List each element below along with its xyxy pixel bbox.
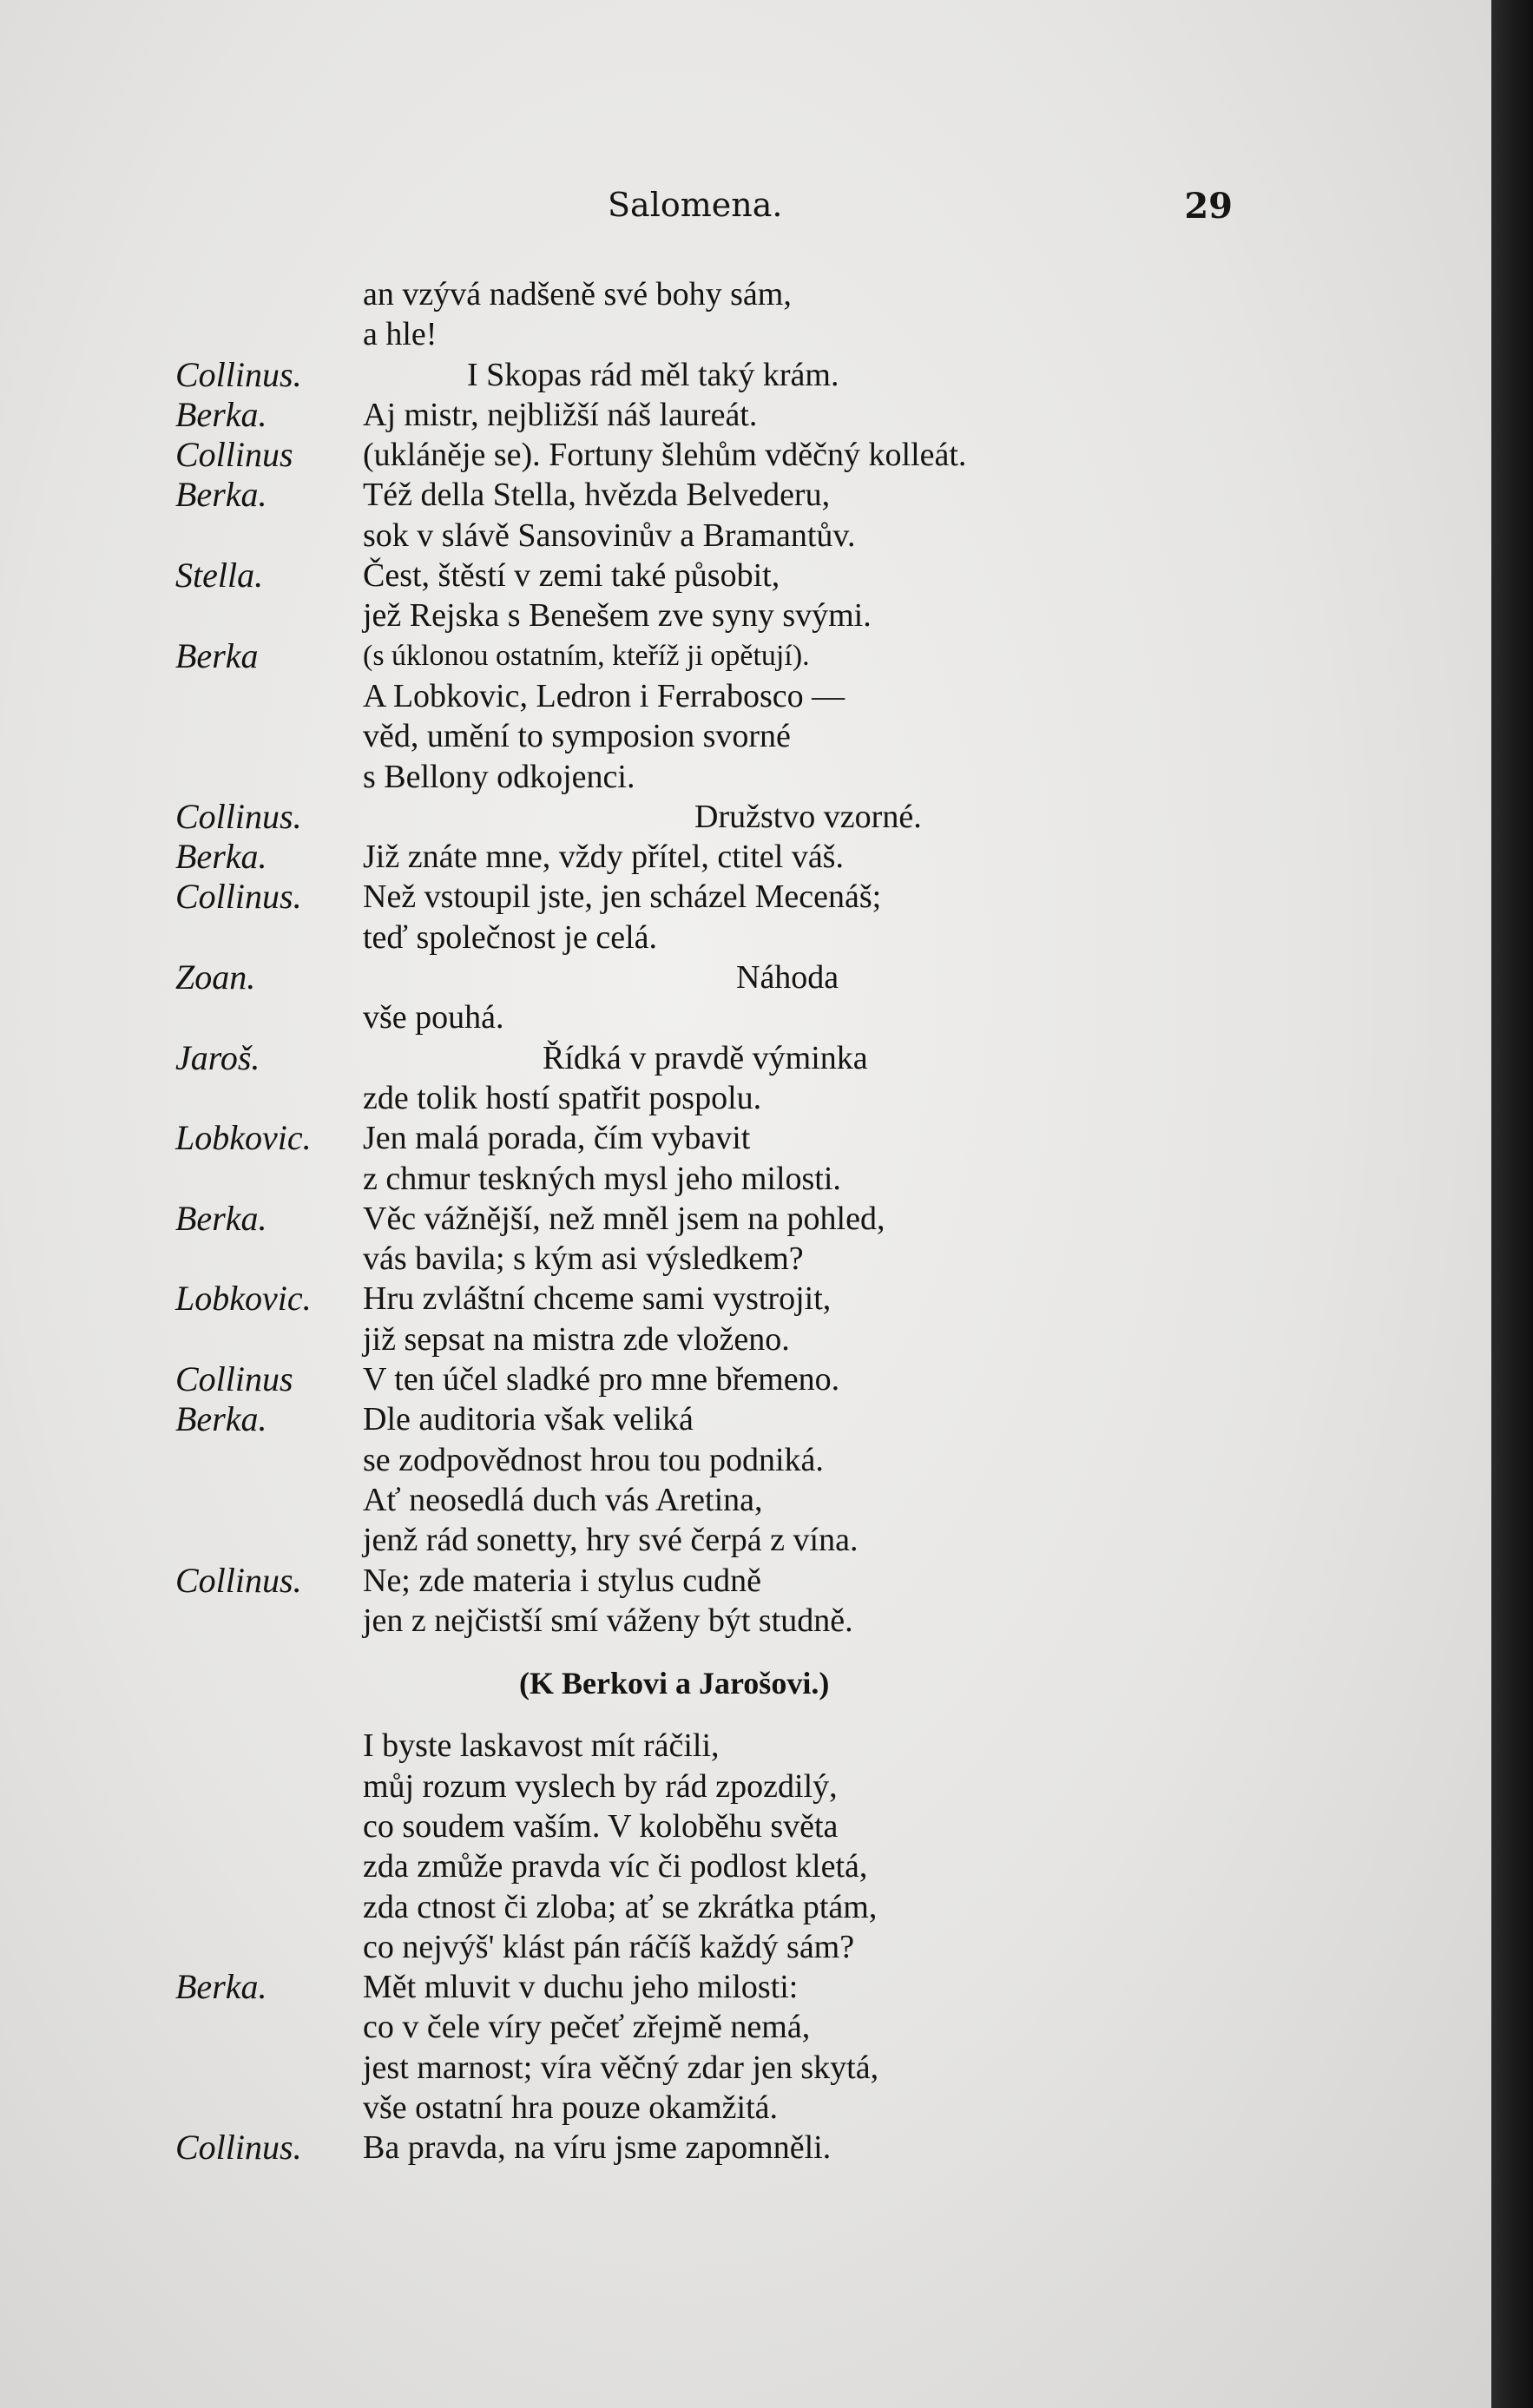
stanza-gap	[0, 1641, 1491, 1663]
speaker-name: Collinus.	[175, 354, 302, 394]
verse-text: Čest, štěstí v zemi také působit,	[363, 557, 780, 595]
verse-text: Řídká v pravdě výminka	[543, 1039, 868, 1076]
page-edge-shadow	[1491, 0, 1533, 2408]
verse-line	[0, 1887, 1491, 1927]
speaker-name: Collinus.	[175, 877, 302, 917]
verse-line	[0, 595, 1491, 635]
verse-line	[0, 475, 1491, 515]
verse-line	[0, 355, 1491, 395]
speaker-name: Jaroš.	[175, 1037, 260, 1077]
verse-line	[0, 1279, 1491, 1319]
verse-line	[0, 877, 1491, 917]
speaker-name: Collinus	[175, 435, 293, 475]
verse-body	[0, 274, 1491, 2168]
speaker-name: Collinus.	[175, 1560, 302, 1600]
speaker-name: Berka.	[175, 837, 267, 877]
verse-line	[0, 918, 1491, 957]
verse-line	[0, 957, 1491, 997]
verse-text: Jen malá porada, čím vybavit	[363, 1120, 751, 1157]
verse-text: vás bavila; s kým asi výsledkem?	[363, 1240, 804, 1278]
verse-line	[0, 1199, 1491, 1239]
verse-text: zde tolik hostí spatřit pospolu.	[363, 1079, 762, 1116]
verse-line	[0, 1767, 1491, 1806]
speaker-name: Lobkovic.	[175, 1118, 312, 1158]
running-head: Salomena.	[608, 186, 783, 224]
verse-text: co soudem vaším. V koloběhu světa	[363, 1807, 839, 1845]
verse-line	[0, 716, 1491, 756]
verse-line	[0, 1663, 1491, 1703]
verse-line	[0, 314, 1491, 354]
page-number: 29	[1184, 186, 1233, 227]
speaker-name: Berka.	[175, 1198, 267, 1238]
speaker-name: Berka.	[175, 1967, 267, 2007]
verse-text: Též della Stella, hvězda Belvederu,	[363, 477, 831, 514]
verse-text: co nejvýš' klást pán ráčíš každý sám?	[363, 1928, 855, 1965]
verse-text: a hle!	[363, 316, 438, 353]
verse-text: se zodpovědnost hrou tou podniká.	[363, 1441, 824, 1478]
verse-line	[0, 1159, 1491, 1199]
verse-text: jen z nejčistší smí váženy být studně.	[363, 1602, 853, 1639]
verse-text: Družstvo vzorné.	[694, 798, 922, 835]
verse-text: (s úklonou ostatním, kteříž ji opětují).	[363, 639, 810, 672]
verse-text: V ten účel sladké pro mne břemeno.	[363, 1361, 840, 1398]
verse-line	[0, 797, 1491, 837]
verse-line	[0, 837, 1491, 877]
verse-line	[0, 516, 1491, 556]
speaker-name: Stella.	[175, 556, 264, 595]
verse-text: Ne; zde materia i stylus cudně	[363, 1562, 762, 1599]
verse-line	[0, 2048, 1491, 2088]
speaker-name: Lobkovic.	[175, 1279, 312, 1319]
verse-text: (ukláněje se). Fortuny šlehům vděčný kolleát.	[363, 437, 967, 474]
speaker-name: Berka.	[175, 394, 267, 434]
verse-text: Náhoda	[736, 959, 839, 997]
verse-text: s Bellony odkojenci.	[363, 758, 635, 795]
stage-direction: (K Berkovi a Jarošovi.)	[519, 1666, 830, 1701]
verse-line	[0, 556, 1491, 595]
verse-line	[0, 1561, 1491, 1601]
speaker-name: Zoan.	[175, 957, 256, 997]
verse-text: můj rozum vyslech by rád zpozdilý,	[363, 1767, 838, 1805]
verse-line	[0, 1440, 1491, 1480]
verse-line	[0, 1520, 1491, 1560]
verse-text: A Lobkovic, Ledron i Ferrabosco —	[363, 677, 845, 714]
verse-text: sok v slávě Sansovinův a Bramantův.	[363, 516, 856, 554]
verse-line	[0, 1359, 1491, 1399]
verse-line	[0, 274, 1491, 314]
verse-text: teď společnost je celá.	[363, 918, 657, 956]
verse-text: věd, umění to symposion svorné	[363, 718, 791, 755]
verse-text: Než vstoupil jste, jen scházel Mecenáš;	[363, 878, 882, 916]
verse-text: již sepsat na mistra zde vloženo.	[363, 1320, 790, 1358]
verse-text: vše pouhá.	[363, 999, 504, 1036]
verse-line	[0, 1118, 1491, 1158]
verse-line	[0, 1038, 1491, 1078]
verse-line	[0, 636, 1491, 676]
verse-line	[0, 435, 1491, 475]
verse-text: an vzývá nadšeně své bohy sám,	[363, 276, 792, 313]
speaker-name: Collinus.	[175, 796, 302, 836]
verse-line	[0, 1480, 1491, 1520]
verse-text: Dle auditoria však veliká	[363, 1401, 694, 1438]
verse-text: Aj mistr, nejbližší náš laureát.	[363, 396, 758, 433]
verse-text: zda zmůže pravda víc či podlost kletá,	[363, 1848, 868, 1885]
verse-text: Hru zvláštní chceme sami vystrojit,	[363, 1280, 832, 1318]
verse-line	[0, 997, 1491, 1037]
verse-line	[0, 1078, 1491, 1118]
speaker-name: Collinus	[175, 1359, 293, 1399]
verse-line	[0, 2088, 1491, 2128]
verse-line	[0, 676, 1491, 716]
verse-line	[0, 1319, 1491, 1359]
speaker-name: Berka.	[175, 475, 267, 515]
verse-text: jenž rád sonetty, hry své čerpá z vína.	[363, 1522, 859, 1559]
speaker-name: Collinus.	[175, 2128, 302, 2168]
verse-text: I Skopas rád měl taký krám.	[467, 356, 839, 393]
verse-line	[0, 1846, 1491, 1886]
verse-line	[0, 2128, 1491, 2168]
verse-line	[0, 1806, 1491, 1846]
speaker-name: Berka.	[175, 1399, 267, 1439]
verse-text: zda ctnost či zloba; ať se zkrátka ptám,	[363, 1888, 878, 1925]
verse-line	[0, 1726, 1491, 1766]
verse-line	[0, 1927, 1491, 1967]
verse-text: jež Rejska s Benešem zve syny svými.	[363, 597, 872, 635]
verse-text: Věc vážnější, než mněl jsem na pohled,	[363, 1200, 885, 1237]
verse-line	[0, 1399, 1491, 1439]
verse-text: Mět mluvit v duchu jeho milosti:	[363, 1969, 799, 2006]
verse-text: Ať neosedlá duch vás Aretina,	[363, 1481, 763, 1518]
page-header	[608, 186, 1233, 229]
verse-text: Ba pravda, na víru jsme zapomněli.	[363, 2129, 832, 2167]
verse-line	[0, 1601, 1491, 1641]
verse-text: I byste laskavost mít ráčili,	[363, 1727, 720, 1765]
verse-text: co v čele víry pečeť zřejmě nemá,	[363, 2009, 811, 2046]
verse-text: Již znáte mne, vždy přítel, ctitel váš.	[363, 839, 844, 876]
verse-line	[0, 1967, 1491, 2007]
verse-text: jest marnost; víra věčný zdar jen skytá,	[363, 2049, 879, 2086]
verse-text: z chmur teskných mysl jeho milosti.	[363, 1160, 841, 1197]
speaker-name: Berka	[175, 635, 259, 675]
verse-text: vše ostatní hra pouze okamžitá.	[363, 2089, 779, 2127]
verse-line	[0, 757, 1491, 797]
stanza-gap	[0, 1703, 1491, 1726]
verse-line	[0, 1239, 1491, 1279]
verse-line	[0, 2007, 1491, 2047]
verse-line	[0, 395, 1491, 435]
